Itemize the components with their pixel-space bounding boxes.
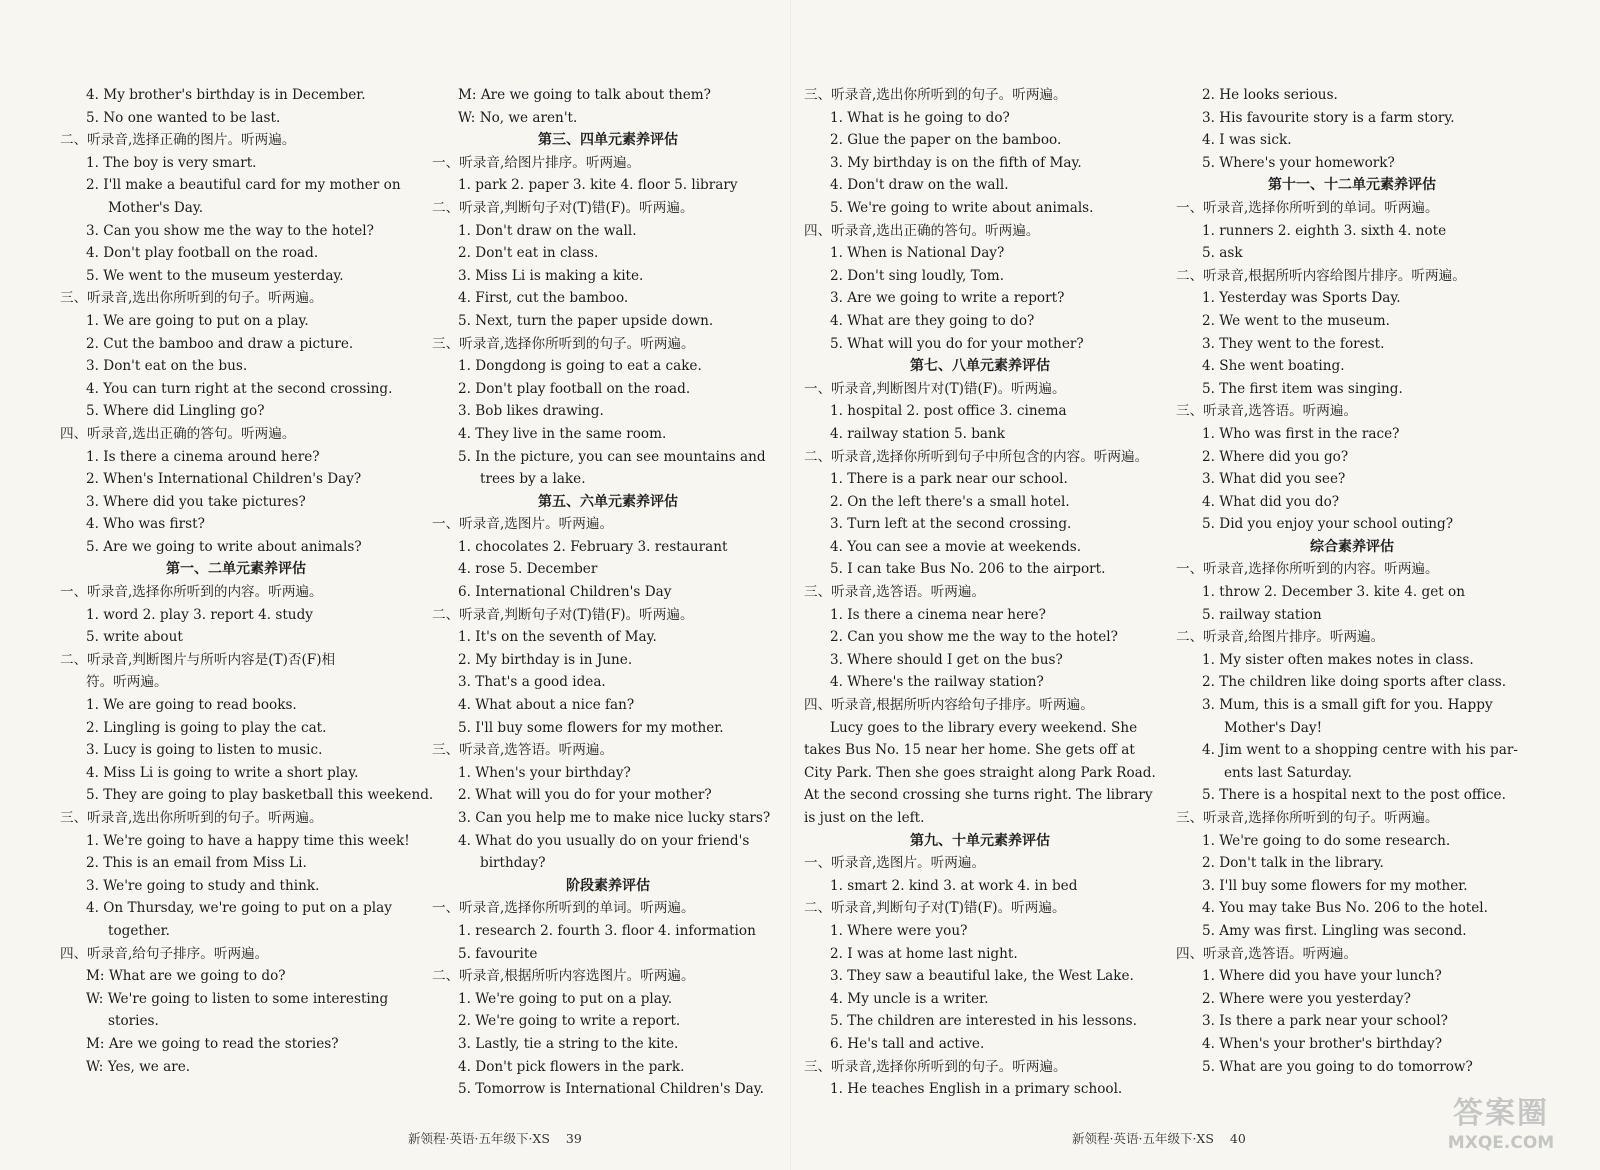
question-instruction: 四、听录音,选出正确的答句。听两遍。 [60,425,296,442]
answer-line: 1. We are going to put on a play. [86,312,309,329]
watermark-url: MXQE.COM [1447,1133,1555,1153]
answer-line: 4. What did you do? [1202,493,1340,510]
answer-line: 3. They saw a beautiful lake, the West Lake. [830,968,1134,985]
question-instruction: 一、听录音,选图片。听两遍。 [432,516,614,533]
answer-line: M: Are we going to talk about them? [458,87,711,103]
answer-line: 2. I was at home last night. [830,945,1018,962]
answer-line: 5. Did you enjoy your school outing? [1202,516,1454,533]
answer-line: Mother's Day! [1224,719,1323,736]
answer-line: 5. I'll buy some flowers for my mother. [458,719,724,736]
answer-line: 1. throw 2. December 3. kite 4. get on [1202,584,1465,601]
answer-line: together. [108,922,170,939]
footer-left-title: 新领程·英语·五年级下·XS [408,1131,550,1146]
answer-line: 4. What are they going to do? [830,312,1035,329]
answer-line: 4. Don't draw on the wall. [830,177,1009,194]
answer-line: 4. My uncle is a writer. [830,990,989,1007]
question-instruction: 三、听录音,选择你所听到的句子。听两遍。 [432,335,695,352]
answer-line: 1. It's on the seventh of May. [458,629,657,646]
answer-line: 5. The first item was singing. [1202,380,1403,397]
answer-line: 5. Where's your homework? [1202,154,1395,171]
column-3 [804,84,1156,1101]
answer-line: 4. She went boating. [1202,358,1345,375]
answer-line: 2. Glue the paper on the bamboo. [830,132,1062,149]
answer-line: 3. Bob likes drawing. [458,403,604,420]
answer-line: 4. What about a nice fan? [458,697,635,714]
answer-line: 1. Is there a cinema near here? [830,606,1046,623]
section-heading: 第七、八单元素养评估 [910,358,1050,375]
question-instruction: 三、听录音,选答语。听两遍。 [804,584,986,601]
answer-line: 5. Where did Lingling go? [86,403,265,420]
answer-line: 5. The children are interested in his lessons. [830,1013,1137,1030]
answer-line: 1. Dongdong is going to eat a cake. [458,358,702,375]
answer-line: 4. Miss Li is going to write a short play. [86,764,359,781]
section-heading: 第三、四单元素养评估 [538,132,678,149]
question-instruction: 一、听录音,选择你所听到的单词。听两遍。 [1176,199,1439,216]
question-instruction: 三、听录音,选出你所听到的句子。听两遍。 [60,810,323,826]
answer-line: 1. Is there a cinema around here? [86,448,320,465]
question-instruction: 二、听录音,选择正确的图片。听两遍。 [60,132,296,149]
answer-line: 4. I was sick. [1202,132,1292,149]
answer-line: 4. You can see a movie at weekends. [830,538,1082,555]
question-instruction: 一、听录音,选择你所听到的内容。听两遍。 [1176,561,1439,578]
question-instruction: 二、听录音,判断句子对(T)错(F)。听两遍。 [804,900,1066,917]
answer-line: 1. park 2. paper 3. kite 4. floor 5. library [458,177,738,194]
answer-line: birthday? [480,855,546,872]
answer-line: 4. Who was first? [86,516,205,533]
question-instruction: 三、听录音,选择你所听到的句子。听两遍。 [1176,810,1439,826]
answer-line: 5. Amy was first. Lingling was second. [1202,922,1467,939]
answer-line: 5. What are you going to do tomorrow? [1202,1058,1473,1075]
answer-line: 3. Are we going to write a report? [830,290,1065,307]
answer-line: 2. We went to the museum. [1202,312,1390,329]
answer-line: 4. On Thursday, we're going to put on a play [86,900,392,917]
answer-line: 2. On the left there's a small hotel. [830,493,1070,510]
answer-line: 5. We're going to write about animals. [830,199,1094,216]
question-instruction: 四、听录音,根据所听内容给句子排序。听两遍。 [804,697,1094,714]
question-instruction: 一、听录音,选择你所听到的内容。听两遍。 [60,584,323,601]
answer-line: trees by a lake. [480,471,586,488]
answer-line: 5. In the picture, you can see mountains and [458,448,766,465]
answer-line: 5. There is a hospital next to the post office. [1202,787,1506,804]
answer-line: M: Are we going to read the stories? [86,1035,339,1052]
answer-line: 1. runners 2. eighth 3. sixth 4. note [1202,222,1447,239]
footer-right-title: 新领程·英语·五年级下·XS [1072,1131,1214,1146]
answer-line: 5. railway station [1202,606,1322,623]
question-instruction: 三、听录音,选答语。听两遍。 [432,742,614,759]
answer-line: 4. When's your brother's birthday? [1202,1035,1443,1052]
page-number-right: 40 [1229,1131,1246,1146]
answer-line: 2. Where did you go? [1202,448,1349,465]
answer-line: 5. I can take Bus No. 206 to the airport. [830,561,1106,578]
answer-line: 3. Is there a park near your school? [1202,1013,1448,1030]
answer-line: 3. Mum, this is a small gift for you. Happy [1202,697,1493,714]
answer-line: 1. What is he going to do? [830,109,1010,126]
answer-line: 3. Where should I get on the bus? [830,651,1063,668]
answer-line: 5. Are we going to write about animals? [86,538,362,555]
answer-line: 4. My brother's birthday is in December. [86,87,366,103]
question-instruction: 二、听录音,判断图片与所听内容是(T)否(F)相 [60,651,336,668]
question-instruction: 一、听录音,选择你所听到的单词。听两遍。 [432,900,695,917]
answer-line: 3. Don't eat on the bus. [86,358,248,375]
answer-line: 4. Don't play football on the road. [86,245,319,262]
answer-line: 3. That's a good idea. [458,674,606,691]
passage-text: Lucy goes to the library every weekend. She takes Bus No. 15 near her home. She gets off at City Park. Then she goes straight along Park Road. At the second crossing she turns right. The library is just on the left. [804,719,1156,826]
answer-line: 4. rose 5. December [458,561,598,578]
answer-line: 4. First, cut the bamboo. [458,290,629,307]
column-2 [432,84,784,1101]
answer-line: 1. There is a park near our school. [830,471,1068,488]
watermark-logo: 答案圈 [1453,1096,1549,1131]
answer-line: 5. No one wanted to be last. [86,109,281,126]
answer-line: 1. smart 2. kind 3. at work 4. in bed [830,877,1078,894]
answer-line: 1. Yesterday was Sports Day. [1202,290,1401,307]
watermark [1426,1096,1576,1160]
answer-line: 5. write about [86,629,183,646]
answer-line: stories. [108,1013,159,1030]
section-heading: 第十一、十二单元素养评估 [1268,177,1436,194]
answer-line: 5. favourite [458,945,538,962]
question-instruction: 三、听录音,选出你所听到的句子。听两遍。 [804,87,1067,103]
answer-line: 6. He's tall and active. [830,1035,985,1052]
question-instruction: 一、听录音,给图片排序。听两遍。 [432,154,641,171]
answer-line: 3. Can you show me the way to the hotel? [86,222,374,239]
answer-line: 4. railway station 5. bank [830,425,1006,442]
answer-line: 3. Miss Li is making a kite. [458,267,644,284]
answer-line: 4. Where's the railway station? [830,674,1044,691]
answer-line: 5. Tomorrow is International Children's Day. [458,1081,764,1098]
section-heading: 综合素养评估 [1310,538,1394,555]
question-instruction: 四、听录音,给句子排序。听两遍。 [60,945,269,962]
answer-line: 1. Who was first in the race? [1202,425,1400,442]
question-instruction: 四、听录音,选答语。听两遍。 [1176,945,1358,962]
answer-line: 2. When's International Children's Day? [86,471,362,488]
answer-line: 1. Where were you? [830,922,968,939]
answer-line: Mother's Day. [108,199,204,216]
section-heading: 第一、二单元素养评估 [166,561,306,578]
section-heading: 第九、十单元素养评估 [910,832,1050,849]
answer-line: 6. International Children's Day [458,584,672,601]
answer-line: 2. He looks serious. [1202,87,1338,103]
answer-line: 3. What did you see? [1202,471,1346,488]
answer-line: 5. What will you do for your mother? [830,335,1084,352]
answer-line: W: We're going to listen to some interesting [86,990,389,1007]
answer-line: 3. My birthday is on the fifth of May. [830,154,1082,171]
answer-line: 1. research 2. fourth 3. floor 4. information [458,922,756,939]
answer-line: 2. My birthday is in June. [458,651,633,668]
answer-line: 4. They live in the same room. [458,425,667,442]
question-instruction: 三、听录音,选择你所听到的句子。听两遍。 [804,1058,1067,1075]
answer-line: 2. Cut the bamboo and draw a picture. [86,335,354,352]
answer-line: 1. Don't draw on the wall. [458,222,637,239]
answer-line: 4. Jim went to a shopping centre with his par- [1202,742,1518,759]
answer-line: 1. When is National Day? [830,245,1005,262]
footer-right [1072,1129,1246,1147]
answer-line: 4. You can turn right at the second crossing. [86,380,393,397]
answer-line: 1. chocolates 2. February 3. restaurant [458,538,728,555]
answer-line: M: What are we going to do? [86,968,286,985]
answer-line: 1. My sister often makes notes in class. [1202,651,1474,668]
answer-line: W: No, we aren't. [458,109,578,126]
answer-line: 2. What will you do for your mother? [458,787,712,804]
answer-line: 1. He teaches English in a primary school. [830,1081,1123,1098]
question-instruction: 二、听录音,选择你所听到句子中所包含的内容。听两遍。 [804,448,1149,465]
answer-line: 5. ask [1202,245,1243,262]
answer-line: 3. I'll buy some flowers for my mother. [1202,877,1468,894]
answer-line: 1. word 2. play 3. report 4. study [86,606,313,623]
answer-line: 5. They are going to play basketball this weekend. [86,787,434,804]
question-instruction: 一、听录音,选图片。听两遍。 [804,855,986,872]
answer-line: 2. Where were you yesterday? [1202,990,1411,1007]
question-instruction: 一、听录音,判断图片对(T)错(F)。听两遍。 [804,380,1066,397]
answer-line: 2. I'll make a beautiful card for my mother on [86,177,401,194]
answer-line: ents last Saturday. [1224,764,1352,781]
answer-line: 1. We are going to read books. [86,697,297,714]
answer-line: W: Yes, we are. [86,1058,191,1075]
answer-line: 3. His favourite story is a farm story. [1202,109,1455,126]
page-fold [790,0,791,1170]
answer-line: 2. Don't eat in class. [458,245,599,262]
column-1 [60,84,434,1078]
column-4 [1176,84,1528,1078]
answer-line: 5. Next, turn the paper upside down. [458,312,714,329]
question-instruction: 二、听录音,根据所听内容给图片排序。听两遍。 [1176,267,1466,284]
answer-line: 2. Don't play football on the road. [458,380,691,397]
answer-line: 4. You may take Bus No. 206 to the hotel. [1202,900,1488,917]
answer-line: 1. We're going to have a happy time this week! [86,832,410,849]
section-heading: 阶段素养评估 [566,877,650,894]
question-instruction: 四、听录音,选出正确的答句。听两遍。 [804,222,1040,239]
answer-line: 2. Lingling is going to play the cat. [86,719,327,736]
answer-line: 3. They went to the forest. [1202,335,1385,352]
answer-line: 3. Lastly, tie a string to the kite. [458,1035,679,1052]
answer-line: 2. Can you show me the way to the hotel? [830,629,1118,646]
answer-line: 1. When's your birthday? [458,764,631,781]
answer-line: 3. Can you help me to make nice lucky stars? [458,810,771,826]
answer-line: 1. We're going to do some research. [1202,832,1451,849]
question-instruction: 三、听录音,选出你所听到的句子。听两遍。 [60,290,323,307]
question-instruction: 二、听录音,根据所听内容选图片。听两遍。 [432,968,695,985]
answer-line: 2. Don't talk in the library. [1202,855,1384,872]
answer-line: 2. This is an email from Miss Li. [86,855,307,872]
footer-left [408,1129,582,1147]
answer-line: 3. We're going to study and think. [86,877,320,894]
question-instruction: 二、听录音,给图片排序。听两遍。 [1176,629,1385,646]
answer-line: 5. We went to the museum yesterday. [86,267,344,284]
answer-line: 3. Where did you take pictures? [86,493,306,510]
answer-line: 2. We're going to write a report. [458,1013,681,1030]
page-number-left: 39 [565,1131,582,1146]
section-heading: 第五、六单元素养评估 [538,493,678,510]
question-instruction: 二、听录音,判断句子对(T)错(F)。听两遍。 [432,606,694,623]
answer-line: 4. Don't pick flowers in the park. [458,1058,685,1075]
answer-line: 1. hospital 2. post office 3. cinema [830,403,1067,420]
answer-line: 2. The children like doing sports after class. [1202,674,1507,691]
answer-line: 1. Where did you have your lunch? [1202,968,1442,985]
answer-line: 2. Don't sing loudly, Tom. [830,267,1005,284]
answer-line: 3. Lucy is going to listen to music. [86,742,323,759]
answer-line: 1. We're going to put on a play. [458,990,673,1007]
answer-line: 1. The boy is very smart. [86,154,257,171]
answer-line: 3. Turn left at the second crossing. [830,516,1072,533]
question-instruction: 三、听录音,选答语。听两遍。 [1176,403,1358,420]
answer-line: 4. What do you usually do on your friend's [458,832,750,849]
answer-line: 符。听两遍。 [86,674,168,691]
question-instruction: 二、听录音,判断句子对(T)错(F)。听两遍。 [432,199,694,216]
